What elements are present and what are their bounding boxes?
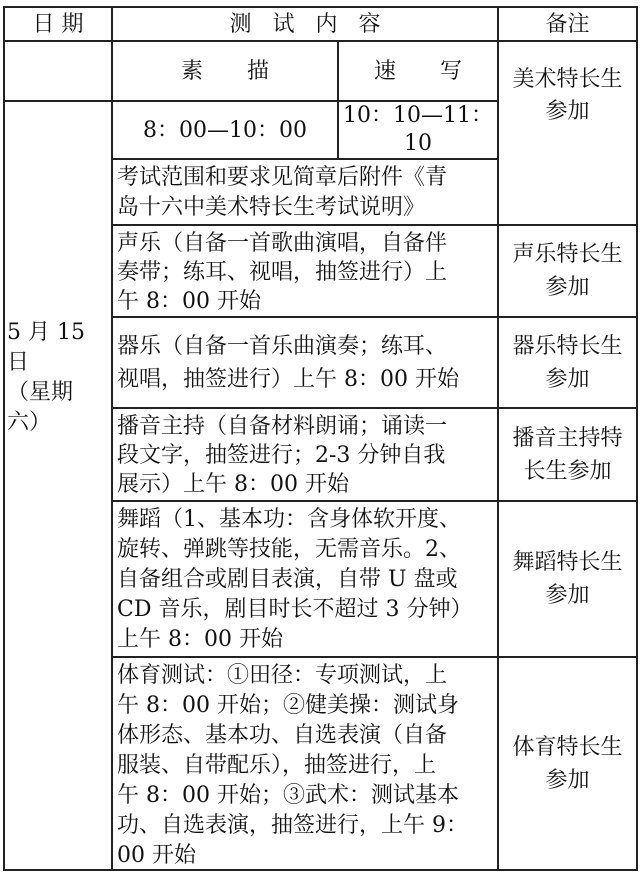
header-content xyxy=(113,8,497,40)
sports-remark: 体育特长生 参加 xyxy=(512,734,623,793)
header-date-text: 日 期 xyxy=(32,11,84,37)
header-remark-text: 备注 xyxy=(545,11,590,37)
border-right xyxy=(636,6,638,871)
art-scope: 考试范围和要求见简章后附件《青 岛十六中美术特长生考试说明》 xyxy=(117,165,448,220)
vocal-remark: 声乐特长生 参加 xyxy=(512,242,623,300)
art-sketch-time: 8：00—10：00 xyxy=(143,117,307,143)
header-remark xyxy=(499,8,636,40)
art-remark: 美术特长生 参加 xyxy=(512,67,623,124)
dance-remark: 舞蹈特长生 参加 xyxy=(512,550,623,608)
sports-content: 体育测试：①田径：专项测试，上 午 8：00 开始；②健美操：测试身 体形态、基本功、自选表演（自备 服装、自带配乐），抽签进行，上 午 8：00 开始；③武术：测试基本 功、自选表演，抽签进行，上午 9： 00 开始 xyxy=(117,663,468,868)
broadcast-content: 播音主持（自备材料朗诵；诵读一 段文字，抽签进行；2-3 分钟自我 展示）上午 8：00 开始 xyxy=(117,414,448,497)
art-quick-label: 速 写 xyxy=(373,58,462,84)
header-content-text: 测 试 内 容 xyxy=(229,11,381,37)
art-sketch-label: 素 描 xyxy=(180,58,269,84)
header-date xyxy=(5,8,111,40)
art-quick-time: 10：10—11： 10 xyxy=(343,103,493,156)
broadcast-remark: 播音主持特 长生参加 xyxy=(512,425,623,484)
instrument-content: 器乐（自备一首乐曲演奏；练耳、 视唱，抽签进行）上午 8：00 开始 xyxy=(117,334,459,392)
date-cell: 5 月 15 日 （星期 六） xyxy=(7,320,85,435)
instrument-remark: 器乐特长生 参加 xyxy=(512,333,623,392)
dance-content: 舞蹈（1、基本功：含身体软开度、 旋转、弹跳等技能，无需音乐。2、 自备组合或剧目表演，自带 U 盘或 CD 音乐，剧目时长不超过 3 分钟） 上午 8：00 开始 xyxy=(117,507,473,652)
vocal-content: 声乐（自备一首歌曲演唱，自备伴 奏带；练耳、视唱，抽签进行）上 午 8：00 开始 xyxy=(117,231,448,314)
border-left xyxy=(3,6,5,871)
